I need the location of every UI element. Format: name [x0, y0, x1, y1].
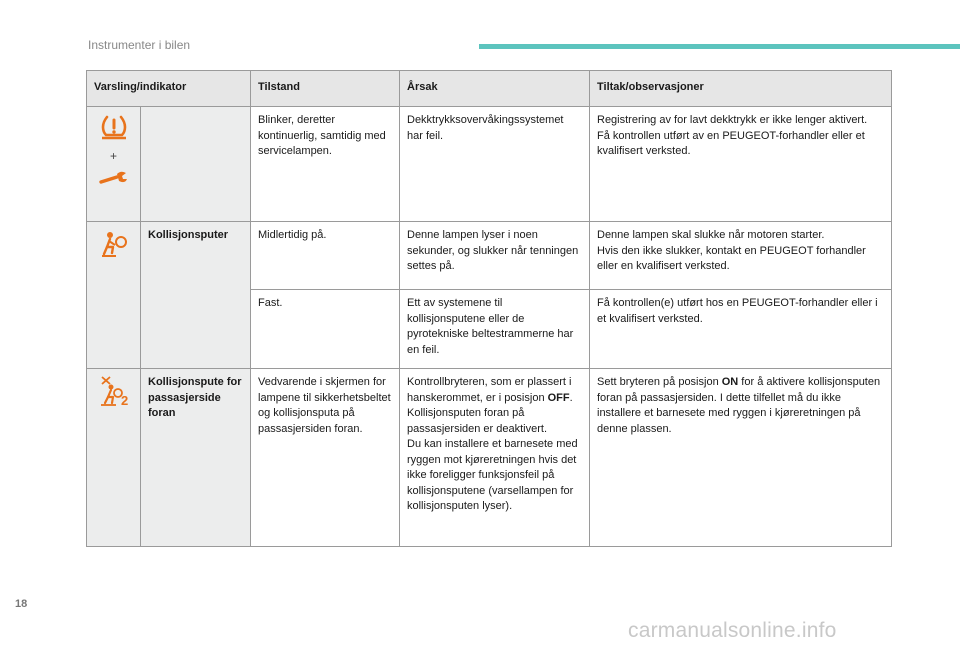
- airbag-warning-icon: [99, 228, 129, 264]
- cause-cell: Dekktrykksovervåkingssystemet har feil.: [400, 107, 590, 222]
- svg-text:2: 2: [120, 393, 128, 407]
- table-row: [87, 222, 892, 290]
- icon-cell: [87, 222, 141, 369]
- off-position-label: OFF: [547, 391, 570, 404]
- cause-cell: [400, 369, 590, 547]
- action-cell: Denne lampen skal slukke når motoren starter. Hvis den ikke slukker, kontakt en PEUGEOT forhandler eller en kvalifisert verksted.: [590, 222, 892, 290]
- action-cell: [590, 369, 892, 547]
- action-text: Sett bryteren på posisjon: [597, 376, 722, 388]
- column-header-state: Tilstand: [251, 71, 400, 107]
- action-text: for å aktivere kollisjonsputen foran på passasjersiden. I dette tilfellet må du ikke installere et barnesete med ryggen i kjøreretningen på denne plassen.: [597, 376, 881, 435]
- column-header-action: Tiltak/observasjoner: [590, 71, 892, 107]
- header-accent-bar: [479, 44, 960, 49]
- cause-text: Kontrollbryteren, som er plassert i hanskerommet, er i posisjon: [407, 376, 572, 404]
- page-number: 18: [15, 598, 28, 610]
- passenger-airbag-off-icon: [97, 375, 131, 413]
- indicator-name: Kollisjonsputer: [141, 222, 251, 369]
- table-header-row: [87, 71, 892, 107]
- icon-cell: [87, 369, 141, 547]
- service-wrench-icon: [99, 170, 129, 192]
- indicator-name: [141, 107, 251, 222]
- indicator-name: Kollisjonspute for passasjerside foran: [141, 369, 251, 547]
- state-cell: Blinker, deretter kontinuerlig, samtidig med servicelampen.: [251, 107, 400, 222]
- cause-cell: Ett av systemene til kollisjonsputene eller de pyrotekniske beltestrammerne har en feil.: [400, 290, 590, 369]
- table-row: [87, 369, 892, 547]
- action-cell: Registrering av for lavt dekktrykk er ikke lenger aktivert. Få kontrollen utført av en PEUGEOT-forhandler eller et kvalifisert verksted.: [590, 107, 892, 222]
- icon-separator: +: [109, 148, 117, 163]
- watermark: carmanualsonline.info: [628, 619, 837, 642]
- tire-pressure-warning-icon: [100, 113, 128, 147]
- state-cell: Fast.: [251, 290, 400, 369]
- warning-lamps-table: [86, 70, 892, 547]
- on-position-label: ON: [721, 376, 739, 388]
- cause-cell: Denne lampen lyser i noen sekunder, og slukker når tenningen settes på.: [400, 222, 590, 290]
- icon-cell: [87, 107, 141, 222]
- state-cell: Midlertidig på.: [251, 222, 400, 290]
- action-cell: Få kontrollen(e) utført hos en PEUGEOT-forhandler eller i et kvalifisert verksted.: [590, 290, 892, 369]
- column-header-indicator: Varsling/indikator: [87, 71, 251, 107]
- page-section-title: Instrumenter i bilen: [88, 38, 191, 52]
- cause-text: . Kollisjonsputen foran på passasjersiden er deaktivert. Du kan installere et barnesete med ryggen mot kjøreretningen hvis det ikke foreligger funksjonsfeil på kollisjonsputene (varsellampen for kollisjonsputen lyser).: [407, 391, 578, 512]
- column-header-cause: Årsak: [400, 71, 590, 107]
- table-row: [87, 107, 892, 222]
- state-cell: Vedvarende i skjermen for lampene til sikkerhetsbeltet og kollisjonsputa på passasjersiden foran.: [251, 369, 400, 547]
